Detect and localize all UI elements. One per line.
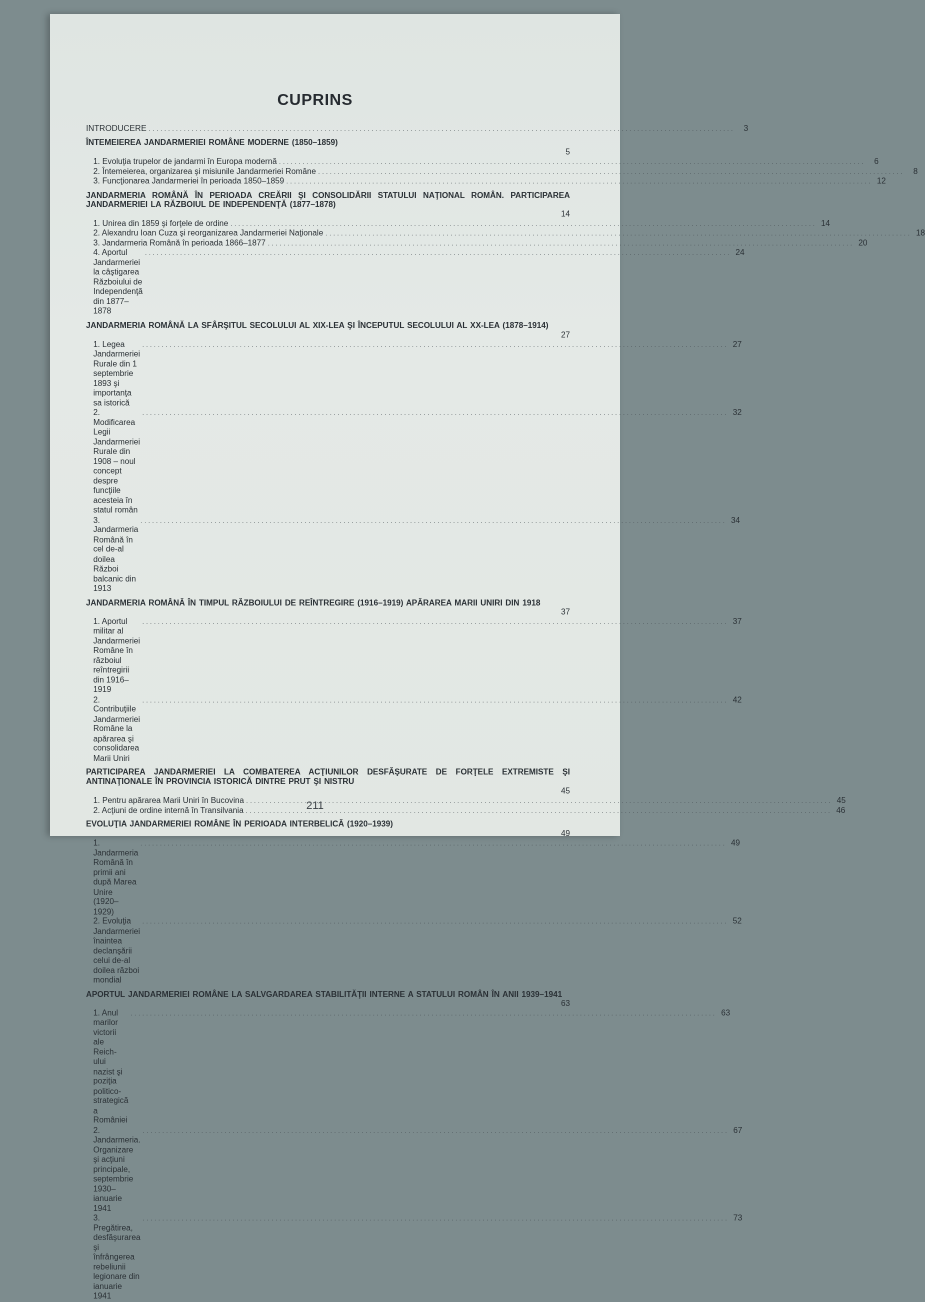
chapter-heading <box>86 990 570 1009</box>
toc-item-title: 1. Aportul militar al Jandarmeriei Române în războiul reîntregirii din 1916–1919 <box>93 617 141 695</box>
chapter-page: 45 <box>560 786 570 796</box>
toc-chapter <box>86 138 918 186</box>
toc-item-title: 3. Jandarmeria Română în cel de-al doilea Război balcanic din 1913 <box>93 515 139 593</box>
toc-chapter <box>86 989 743 1302</box>
leader-dots <box>142 340 726 350</box>
leader-dots <box>143 1126 727 1136</box>
chapter-heading <box>86 598 570 617</box>
toc-item-page: 6 <box>874 157 879 166</box>
leader-dots <box>142 695 726 705</box>
toc-item-page: 52 <box>732 917 742 926</box>
toc-item <box>86 228 925 239</box>
toc-item <box>86 408 742 515</box>
toc-item-page: 42 <box>732 695 742 705</box>
chapter-page: 27 <box>560 330 570 340</box>
leader-dots <box>140 839 724 849</box>
leader-dots <box>142 617 726 627</box>
toc-item-page: 34 <box>730 515 740 525</box>
toc-item-page: 18 <box>915 228 925 238</box>
toc-item-page: 67 <box>733 1126 743 1135</box>
chapter-page: 37 <box>560 607 570 617</box>
toc-item <box>86 238 868 249</box>
chapter-heading <box>86 191 570 219</box>
toc-item-title: 2. Jandarmeria. Organizare şi acţiuni principale, septembrie 1930–ianuarie 1941 <box>93 1126 141 1213</box>
page-number: 211 <box>306 800 324 812</box>
toc-item-title: 2. Alexandru Ioan Cuza şi reorganizarea Jandarmeriei Naţionale <box>93 228 324 238</box>
toc-item-page: 37 <box>732 617 742 626</box>
toc-item-title: 1. Anul marilor victorii ale Reich-ului nazist şi poziţia politico-strategică a României <box>93 1008 129 1125</box>
chapter-heading <box>86 768 570 796</box>
toc-item-page: 14 <box>821 219 831 228</box>
leader-dots <box>143 1214 727 1224</box>
leader-dots <box>149 124 733 134</box>
toc-item <box>86 248 745 316</box>
toc-item-title: 2. Evoluţia Jandarmeriei înaintea declanşării celui de-al doilea război mondial <box>93 917 141 985</box>
toc-intro-title: INTRODUCERE <box>86 124 147 134</box>
chapter-page: 49 <box>560 829 570 839</box>
chapter-page: 5 <box>565 147 570 157</box>
leader-dots <box>325 229 909 239</box>
toc-item-title: 2. Modificarea Legii Jandarmeriei Rurale din 1908 – noul concept despre funcţiile acesteia în statul român <box>93 408 141 515</box>
toc-item-page: 12 <box>876 176 886 186</box>
toc-item-title: 4. Aportul Jandarmeriei la câştigarea Războiului de Independenţă din 1877–1878 <box>93 248 143 316</box>
chapter-title: EVOLUŢIA JANDARMERIEI ROMÂNE ÎN PERIOADA INTERBELICĂ (1920–1939) <box>86 820 393 829</box>
toc-item-page: 20 <box>858 238 868 248</box>
toc-item-title: 3. Jandarmeria Română în perioada 1866–1877 <box>93 238 266 248</box>
chapter-title: PARTICIPAREA JANDARMERIEI LA COMBATEREA ACŢIUNILOR DESFĂŞURATE DE FORŢELE EXTREMISTE ŞI ANTINAŢIONALE ÎN PROVINCIA ISTORICĂ DINTRE PRUT ŞI NISTRU <box>86 768 570 787</box>
toc-item-title: 3. Pregătirea, desfăşurarea şi înfrângerea rebeliunii legionare din ianuarie 1941 <box>93 1213 141 1301</box>
leader-dots <box>279 157 863 167</box>
chapter-title: JANDARMERIA ROMÂNĂ ÎN PERIOADA CREĂRII ŞI CONSOLIDĂRII STATULUI NAŢIONAL ROMÂN. PARTICIPAREA JANDARMERIEI LA RĂZBOIUL DE INDEPENDENŢĂ (1877–1878) <box>86 190 570 210</box>
toc-item-title: 2. Contribuţiile Jandarmeriei Române la apărarea şi consolidarea Marii Uniri <box>93 695 141 763</box>
toc-chapter <box>86 190 925 317</box>
toc-item <box>86 1126 743 1214</box>
chapter-title: JANDARMERIA ROMÂNĂ LA SFÂRŞITUL SECOLULUI AL XIX-LEA ŞI ÎNCEPUTUL SECOLULUI AL XX-LEA (1878–1914) <box>86 321 549 330</box>
leader-dots <box>268 239 852 249</box>
page-title: CUPRINS <box>277 92 353 109</box>
leader-dots <box>140 516 724 526</box>
toc-item <box>86 157 879 167</box>
toc-intro-page: 3 <box>743 124 749 134</box>
toc-item-page: 27 <box>732 340 742 349</box>
leader-dots <box>131 1009 715 1019</box>
toc-item <box>86 176 886 187</box>
chapter-title: ÎNTEMEIEREA JANDARMERIEI ROMÂNE MODERNE (1850–1859) <box>86 138 338 148</box>
toc-item <box>86 340 742 408</box>
toc-item-title: 2. Întemeierea, organizarea şi misiunile Jandarmeriei Române <box>93 167 317 176</box>
toc-item-title: 1. Unirea din 1859 şi forţele de ordine <box>93 219 229 228</box>
leader-dots <box>142 917 726 927</box>
toc-chapter <box>86 321 742 594</box>
chapter-title: JANDARMERIA ROMÂNĂ ÎN TIMPUL RĂZBOIULUI DE REÎNTREGIRE (1916–1919) APĂRAREA MARII UNIRI DIN 1918 <box>86 598 541 608</box>
toc-intro <box>86 124 749 134</box>
toc-item <box>86 917 742 985</box>
chapter-page: 14 <box>560 209 570 219</box>
toc-chapters <box>86 138 925 1301</box>
toc-item <box>86 515 740 594</box>
table-of-contents <box>86 124 925 1302</box>
toc-item <box>86 219 831 229</box>
toc-item-page: 63 <box>721 1008 731 1018</box>
toc-item-page: 49 <box>730 839 740 848</box>
toc-item-page: 73 <box>733 1213 743 1223</box>
toc-item-title: 1. Jandarmeria Română în primii ani după Marea Unire (1920–1929) <box>93 839 139 917</box>
leader-dots <box>286 177 870 187</box>
toc-item-title: 1. Pentru apărarea Marii Uniri în Bucovina <box>93 796 245 806</box>
toc-item-page: 8 <box>913 167 918 176</box>
chapter-heading <box>86 321 570 340</box>
chapter-heading <box>86 138 570 157</box>
chapter-heading <box>86 820 570 839</box>
toc-item-page: 32 <box>732 408 742 418</box>
leader-dots <box>230 219 814 229</box>
chapter-page: 63 <box>560 999 570 1009</box>
toc-item-page: 46 <box>836 806 846 815</box>
leader-dots <box>145 248 729 258</box>
toc-item-title: 2. Acţiuni de ordine internă în Transilvania <box>93 806 244 815</box>
chapter-title: APORTUL JANDARMERIEI ROMÂNE LA SALVGARDAREA STABILITĂŢII INTERNE A STATULUI ROMÂN ÎN ANII 1939–1941 <box>86 989 563 999</box>
toc-item <box>86 695 742 763</box>
toc-chapter <box>86 820 742 985</box>
toc-item-title: 1. Legea Jandarmeriei Rurale din 1 septembrie 1893 şi importanţa sa istorică <box>93 340 141 408</box>
toc-item-title: 1. Evoluţia trupelor de jandarmi în Europa modernă <box>93 157 277 166</box>
leader-dots <box>142 408 726 418</box>
toc-item <box>86 839 740 917</box>
toc-item-page: 24 <box>735 248 745 258</box>
toc-item-page: 45 <box>836 796 846 806</box>
toc-item <box>86 617 742 695</box>
toc-chapter <box>86 598 742 763</box>
toc-item-title: 3. Funcţionarea Jandarmeriei în perioada 1850–1859 <box>93 176 285 186</box>
leader-dots <box>318 167 902 177</box>
toc-item <box>86 167 918 177</box>
toc-item <box>86 1213 743 1302</box>
toc-item <box>86 1008 731 1126</box>
